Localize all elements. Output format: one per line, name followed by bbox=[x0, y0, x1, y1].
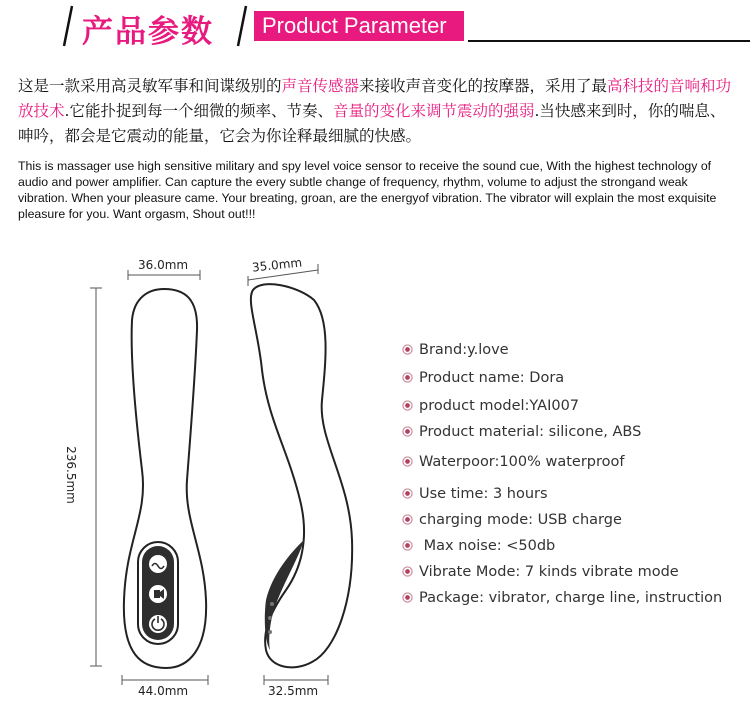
dim-label-height: 236.5mm bbox=[63, 446, 78, 504]
bullet-icon bbox=[402, 456, 413, 467]
description-cn-part: .它能扑捉到每一个细微的频率、节奏、 bbox=[64, 102, 333, 120]
bullet-icon bbox=[402, 488, 413, 499]
description-en: This is massager use high sensitive military and spy level voice sensor to receive the sound cue, With the highest technology of audio and power amplifier. Can capture the every subtle change of frequency, rhythm, volume to adjust the strongand weak vibration. When your pleasure came. Your breating, groan, are the energyof vibration. The vibrator will explain the most exquisite pleasure for you. Want orgasm, Shout out!!! bbox=[18, 159, 717, 221]
description-cn-part: .当快感来到时，你的喘息、呻吟，都会是它震动的能量，它会为你诠释最细腻的快感。 bbox=[18, 102, 726, 145]
side-button bbox=[268, 630, 272, 634]
bullet-icon bbox=[402, 372, 413, 383]
description-cn bbox=[18, 74, 738, 149]
spec-item: Product material: silicone, ABS bbox=[402, 424, 641, 440]
description-cn-highlight: 高科技的音响和功放技术 bbox=[18, 77, 732, 120]
header-slash-right bbox=[236, 4, 248, 48]
side-button bbox=[270, 602, 274, 606]
control-panel bbox=[138, 542, 178, 644]
dim-label-front-bottom: 44.0mm bbox=[138, 684, 189, 698]
spec-item: Max noise: <50db bbox=[402, 538, 555, 554]
dim-label-side-top: 35.0mm bbox=[251, 255, 303, 275]
spec-item: product model:YAI007 bbox=[402, 398, 579, 414]
bullet-icon bbox=[402, 400, 413, 411]
bullet-icon bbox=[402, 514, 413, 525]
dim-label-front-top: 36.0mm bbox=[138, 258, 189, 272]
spec-item: Brand:y.love bbox=[402, 342, 509, 358]
product-diagram bbox=[0, 255, 400, 722]
description-cn-part: 来接收声音变化的按摩器，采用了最 bbox=[359, 77, 608, 95]
description-cn-highlight: 音量的变化来调节震动的强弱 bbox=[332, 102, 535, 120]
header-slash-left bbox=[62, 4, 74, 48]
spec-item: Product name: Dora bbox=[402, 370, 564, 386]
bullet-icon bbox=[402, 344, 413, 355]
spec-item: Package: vibrator, charge line, instruction bbox=[402, 590, 722, 606]
spec-item: charging mode: USB charge bbox=[402, 512, 622, 528]
bullet-icon bbox=[402, 592, 413, 603]
description-cn-part: 这是一款采用高灵敏军事和间谍级别的 bbox=[18, 77, 282, 95]
side-button bbox=[268, 616, 272, 620]
dim-label-side-bottom: 32.5mm bbox=[268, 684, 319, 698]
spec-item: Use time: 3 hours bbox=[402, 486, 548, 502]
spec-item: Vibrate Mode: 7 kinds vibrate mode bbox=[402, 564, 679, 580]
dim-line-height bbox=[90, 288, 102, 666]
spec-item: Waterpoor:100% waterproof bbox=[402, 454, 624, 470]
bullet-icon bbox=[402, 540, 413, 551]
page-title-en: Product Parameter bbox=[254, 11, 464, 41]
description-cn-highlight: 声音传感器 bbox=[281, 77, 360, 95]
header-divider bbox=[468, 40, 750, 42]
bullet-icon bbox=[402, 426, 413, 437]
page-title-cn: 产品参数 bbox=[82, 14, 214, 50]
bullet-icon bbox=[402, 566, 413, 577]
